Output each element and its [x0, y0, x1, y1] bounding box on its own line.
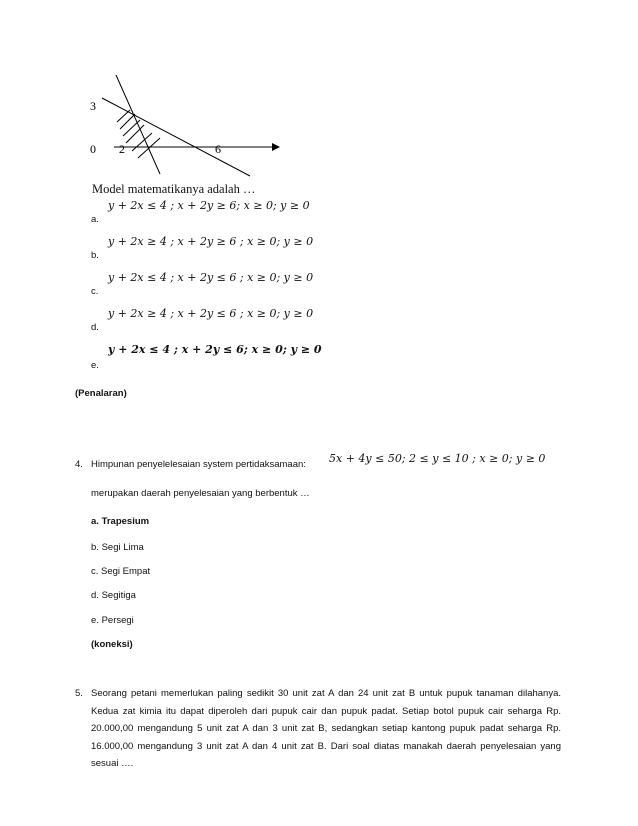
question4-option-a-letter: a. [91, 516, 99, 527]
inequality-graph [80, 70, 280, 180]
question4-tag: (koneksi) [91, 639, 133, 650]
question4-option-e [91, 615, 134, 626]
question5-number: 5. [75, 688, 83, 699]
question3-option-a-expr: y + 2x ≤ 4 ; x + 2y ≥ 6; x ≥ 0; y ≥ 0 [108, 199, 310, 212]
question3-option-d-letter: d. [91, 322, 99, 333]
question4-option-d-letter: d. [91, 590, 99, 601]
question4-option-b-text: Segi Lima [101, 542, 144, 553]
question4-option-c [91, 566, 150, 577]
question3-option-e-expr: y + 2x ≤ 4 ; x + 2y ≤ 6; x ≥ 0; y ≥ 0 [108, 343, 322, 356]
question4-line2: merupakan daerah penyelesaian yang berbentuk … [91, 488, 310, 499]
question4-option-a-text: Trapesium [101, 516, 150, 527]
x-axis-arrow [272, 143, 280, 151]
question3-tag: (Penalaran) [75, 388, 127, 399]
question3-option-b-expr: y + 2x ≥ 4 ; x + 2y ≥ 6 ; x ≥ 0; y ≥ 0 [108, 235, 314, 248]
question3-option-c-expr: y + 2x ≤ 4 ; x + 2y ≤ 6 ; x ≥ 0; y ≥ 0 [108, 271, 314, 284]
question4-option-d-text: Segitiga [101, 590, 136, 601]
boundary-line-steep [116, 75, 160, 174]
question4-option-b-letter: b. [91, 542, 99, 553]
question3-prompt: Model matematikanya adalah … [92, 182, 256, 196]
question5-text: Seorang petani memerlukan paling sedikit 30 unit zat A dan 24 unit zat B untuk pupuk tanaman dilahanya. Kedua zat kimia itu dapat diperoleh dari pupuk cair dan pupuk padat. Setiap botol pupuk cair seharga Rp. 20.000,00 mengandung 5 unit zat A dan 3 unit zat B, sedangkan setiap kantong pupuk padat seharga Rp. 16.000,00 mengandung 3 unit zat A dan 4 unit zat B. Dari soal diatas manakah daerah penyelesaian yang sesuai …. [91, 688, 561, 769]
question4-text: Himpunan penyelelesaian system pertidaksamaan: [91, 459, 306, 470]
question4-option-e-text: Persegi [101, 615, 134, 626]
question4-option-d [91, 590, 136, 601]
question4-number: 4. [75, 459, 83, 470]
x-tick-2: 2 [119, 142, 125, 156]
y-label-3: 3 [90, 99, 96, 113]
question4-expr: 5x + 4y ≤ 50; 2 ≤ y ≤ 10 ; x ≥ 0; y ≥ 0 [329, 452, 546, 465]
question3-option-b-letter: b. [91, 250, 99, 261]
question4-option-c-letter: c. [91, 566, 99, 577]
question4-option-b [91, 542, 144, 553]
question4-option-e-letter: e. [91, 615, 99, 626]
question4-option-a [91, 516, 149, 527]
question3-option-e-letter: e. [91, 360, 99, 371]
question3-option-c-letter: c. [91, 286, 99, 297]
question3-option-d-expr: y + 2x ≥ 4 ; x + 2y ≤ 6 ; x ≥ 0; y ≥ 0 [108, 307, 314, 320]
boundary-line-shallow [102, 98, 250, 176]
question3-option-a-letter: a. [91, 214, 99, 225]
question4-option-c-text: Segi Empat [101, 566, 151, 577]
x-tick-6: 6 [215, 142, 221, 156]
origin-label: 0 [90, 142, 96, 156]
